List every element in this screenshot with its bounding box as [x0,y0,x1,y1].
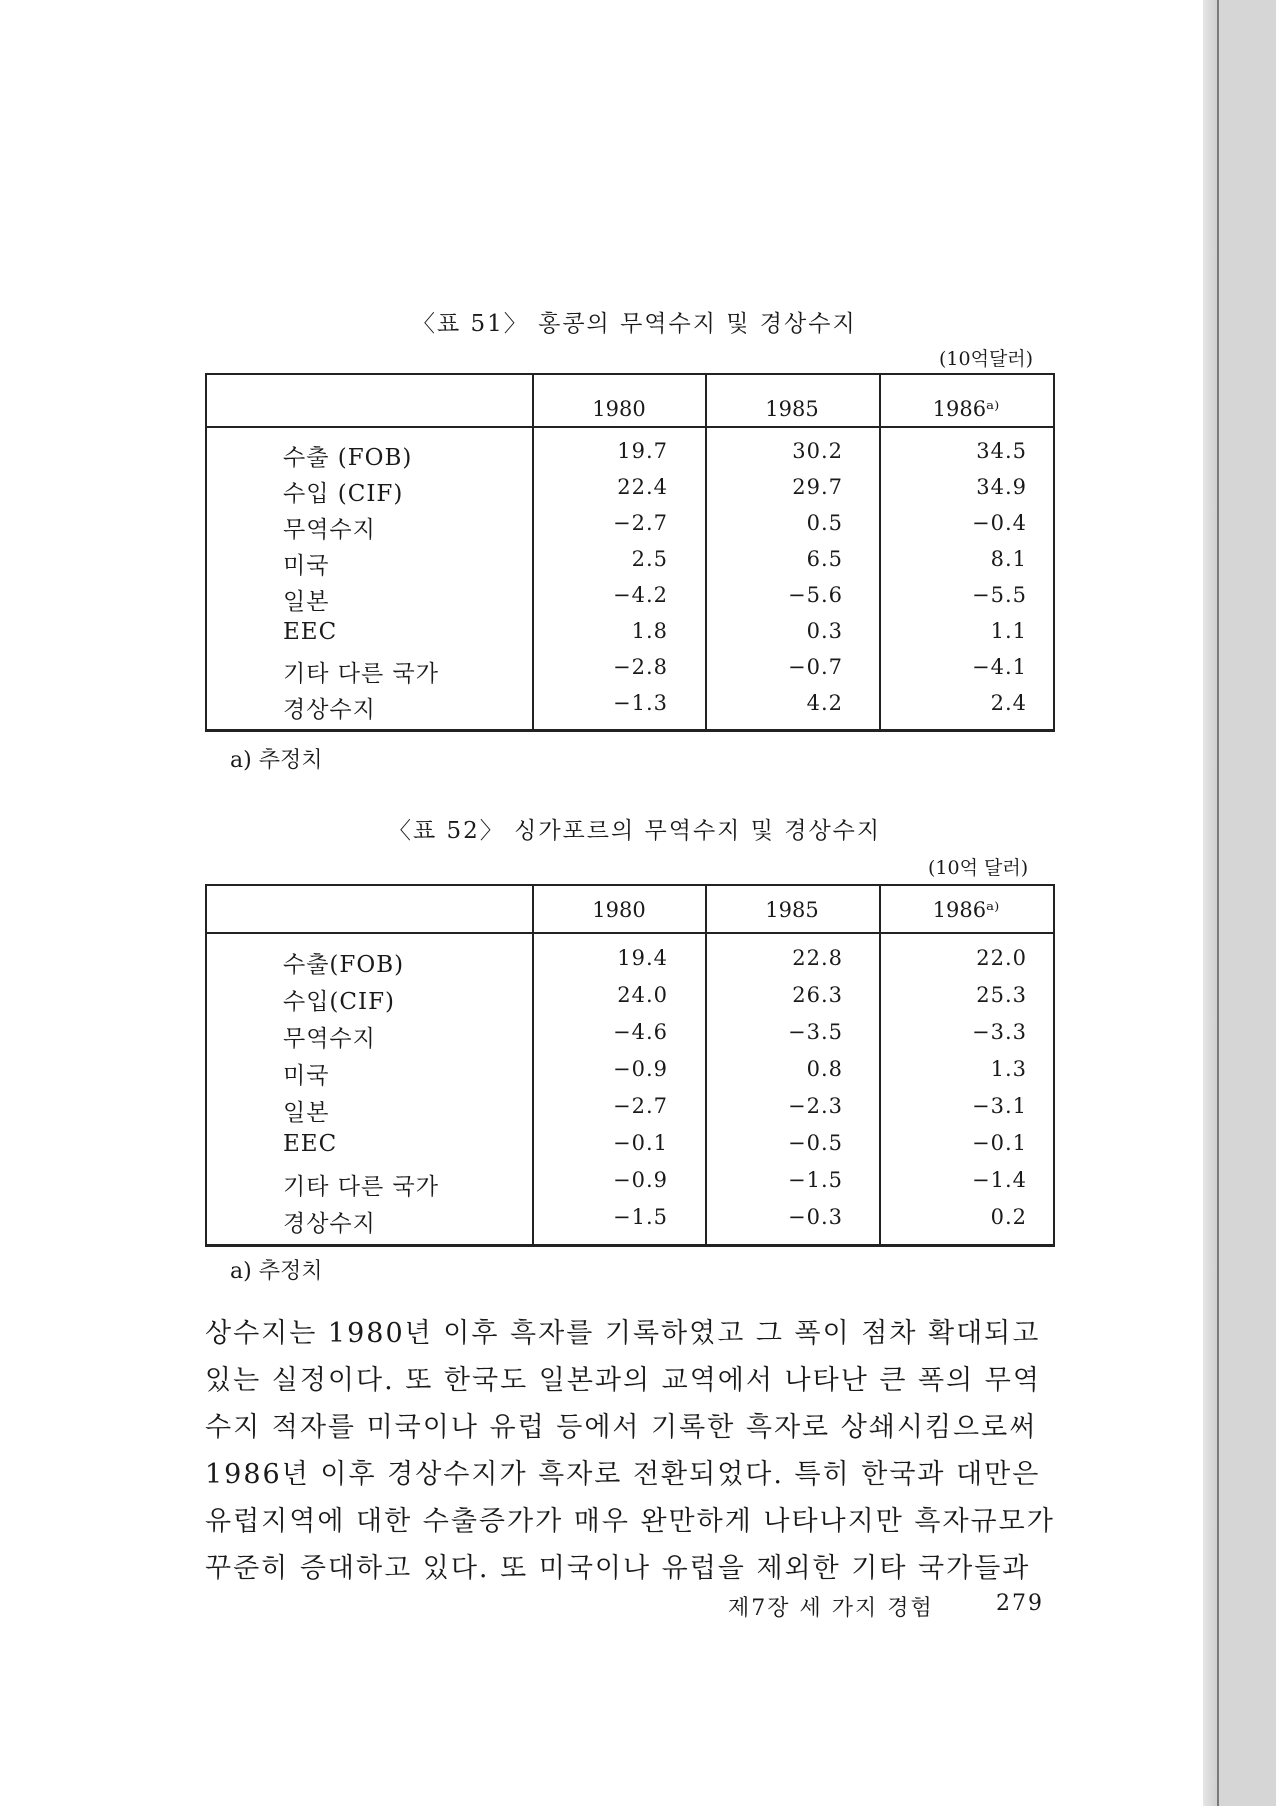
row-label: 수출(FOB) [283,952,405,978]
cell-value: 19.4 [617,946,668,970]
table-row [205,619,1055,655]
table-row [205,475,1055,511]
row-label: 무역수지 [283,1026,376,1052]
paragraph-line: 1986년 이후 경상수지가 흑자로 전환되었다. 특히 한국과 대만은 [205,1459,1041,1490]
body-paragraph [205,1310,1055,1592]
cell-value: 26.3 [792,983,843,1007]
table-52 [205,884,1055,1248]
row-label: 수출 (FOB) [283,445,413,471]
row-label: 미국 [283,1063,330,1089]
paragraph-line: 꾸준히 증대하고 있다. 또 미국이나 유럽을 제외한 기타 국가들과 [205,1553,1031,1584]
cell-value: 1.1 [990,619,1027,643]
cell-value: −0.1 [613,1131,668,1155]
cell-value: 1.8 [631,619,668,643]
cell-value: −4.1 [972,655,1027,679]
paragraph-line: 있는 실정이다. 또 한국도 일본과의 교역에서 나타난 큰 폭의 무역 [205,1365,1041,1396]
table-51-caption: 〈표 51〉 홍콩의 무역수지 및 경상수지 [412,311,857,337]
cell-value: −0.5 [788,1131,843,1155]
column-header: 1980 [592,397,646,421]
column-header: 1985 [765,397,819,421]
cell-value: −4.2 [613,583,668,607]
table-51-note: a) 추정치 [230,748,323,773]
cell-value: −2.7 [613,511,668,535]
table-row [205,439,1055,475]
cell-value: 34.9 [976,475,1027,499]
cell-value: 4.2 [806,691,843,715]
paragraph-line: 상수지는 1980년 이후 흑자를 기록하였고 그 폭이 점차 확대되고 [205,1318,1041,1349]
table-row [205,1094,1055,1130]
cell-value: 19.7 [617,439,668,463]
page-number: 279 [996,1591,1044,1616]
table-row [205,1057,1055,1093]
table-row [205,1020,1055,1056]
cell-value: −3.3 [972,1020,1027,1044]
cell-value: −5.5 [972,583,1027,607]
cell-value: 29.7 [792,475,843,499]
table-52-note: a) 추정치 [230,1259,323,1284]
cell-value: 0.5 [806,511,843,535]
cell-value: −2.7 [613,1094,668,1118]
table-row [205,691,1055,727]
cell-value: −3.5 [788,1020,843,1044]
column-header: 1985 [765,898,819,922]
cell-value: −4.6 [613,1020,668,1044]
table-52-caption: 〈표 52〉 싱가포르의 무역수지 및 경상수지 [388,818,882,844]
cell-value: −1.5 [613,1205,668,1229]
cell-value: 6.5 [806,547,843,571]
table-52-unit: (10억 달러) [928,857,1029,879]
cell-value: 0.8 [806,1057,843,1081]
cell-value: 25.3 [976,983,1027,1007]
row-label: 경상수지 [283,1211,376,1237]
cell-value: 0.3 [806,619,843,643]
table-row [205,511,1055,547]
table-row [205,547,1055,583]
page-edge [1203,0,1219,1806]
row-label: 수입 (CIF) [283,481,404,507]
table-51-unit: (10억달러) [939,348,1034,370]
table-row [205,983,1055,1019]
cell-value: −2.3 [788,1094,843,1118]
cell-value: 24.0 [617,983,668,1007]
row-label: 기타 다른 국가 [283,661,439,687]
table-row [205,1168,1055,1204]
row-label: 수입(CIF) [283,989,396,1015]
cell-value: 22.4 [617,475,668,499]
cell-value: 8.1 [990,547,1027,571]
cell-value: 2.4 [990,691,1027,715]
cell-value: −0.9 [613,1168,668,1192]
row-label: 일본 [283,1100,330,1126]
row-label: EEC [283,1131,338,1157]
cell-value: −0.7 [788,655,843,679]
viewer-background [1219,0,1276,1806]
table-51 [205,373,1055,733]
cell-value: 34.5 [976,439,1027,463]
cell-value: −1.5 [788,1168,843,1192]
cell-value: −0.3 [788,1205,843,1229]
row-label: 기타 다른 국가 [283,1174,439,1200]
cell-value: −2.8 [613,655,668,679]
cell-value: 0.2 [990,1205,1027,1229]
table-row [205,946,1055,982]
table-row [205,655,1055,691]
cell-value: −0.9 [613,1057,668,1081]
cell-value: −1.3 [613,691,668,715]
cell-value: 2.5 [631,547,668,571]
cell-value: 22.8 [792,946,843,970]
cell-value: −1.4 [972,1168,1027,1192]
row-label: 미국 [283,553,330,579]
table-row [205,1205,1055,1241]
cell-value: 30.2 [792,439,843,463]
table-row [205,1131,1055,1167]
row-label: 무역수지 [283,517,376,543]
cell-value: 1.3 [990,1057,1027,1081]
cell-value: −3.1 [972,1094,1027,1118]
paragraph-line: 수지 적자를 미국이나 유럽 등에서 기록한 흑자로 상쇄시킴으로써 [205,1412,1038,1443]
row-label: 일본 [283,589,330,615]
cell-value: −0.4 [972,511,1027,535]
table-row [205,583,1055,619]
paragraph-line: 유럽지역에 대한 수출증가가 매우 완만하게 나타나지만 흑자규모가 [205,1506,1055,1537]
cell-value: 22.0 [976,946,1027,970]
cell-value: −5.6 [788,583,843,607]
row-label: 경상수지 [283,697,376,723]
column-header: 1986ᵃ⁾ [932,898,1000,922]
row-label: EEC [283,619,338,645]
column-header: 1980 [592,898,646,922]
running-footer-chapter: 제7장 세 가지 경험 [728,1596,934,1621]
cell-value: −0.1 [972,1131,1027,1155]
column-header: 1986ᵃ⁾ [932,397,1000,421]
